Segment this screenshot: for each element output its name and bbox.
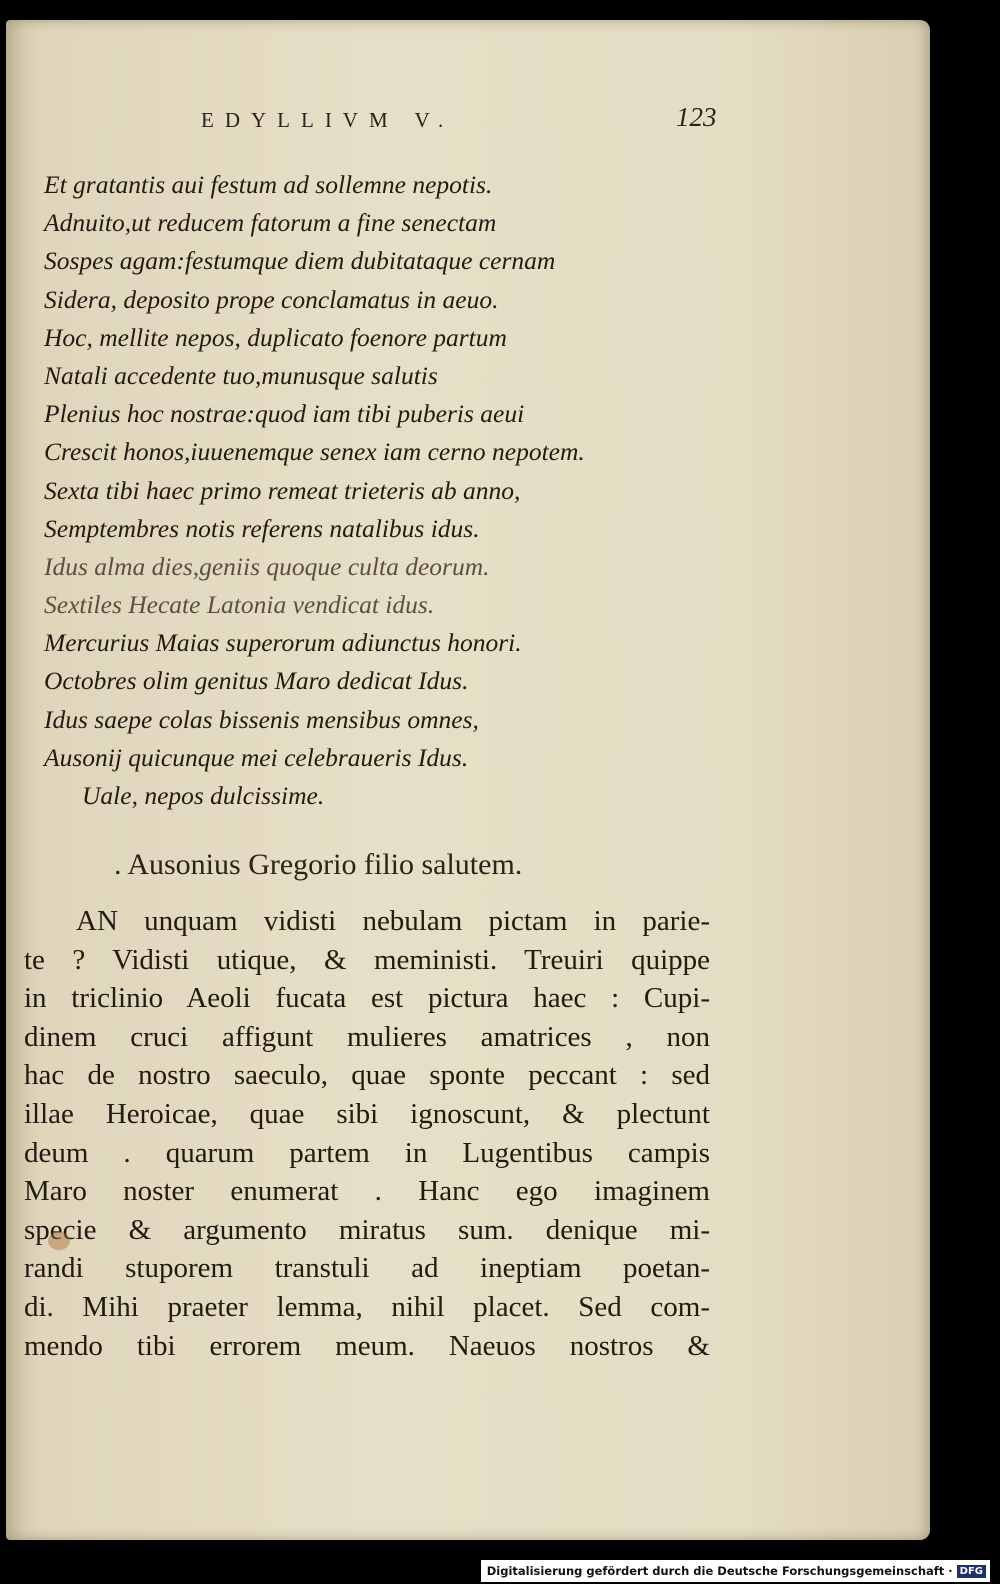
prose-line: Maro noster enumerat . Hanc ego imaginem [24,1175,710,1208]
funding-credit: Digitalisierung gefördert durch die Deutsche Forschungsgemeinschaft · [486,1564,953,1578]
verse-line: Ausonij quicunque mei celebraueris Idus. [44,742,469,772]
verse-line: Octobres olim genitus Maro dedicat Idus. [44,666,469,696]
verse-line: Hoc, mellite nepos, duplicato foenore partum [44,322,507,352]
prose-line: hac de nostro saeculo, quae sponte peccant : sed [24,1059,710,1092]
verse-line: Plenius hoc nostrae:quod iam tibi puberis aeui [44,399,525,429]
verse-line: Sidera, deposito prope conclamatus in aeuo. [44,284,499,314]
verse-closing-line: Uale, nepos dulcissime. [82,781,325,810]
prose-block [24,902,710,1365]
prose-line: randi stuporem transtuli ad ineptiam poetan- [24,1252,710,1285]
letter-heading: . Ausonius Gregorio filio salutem. [114,848,523,881]
prose-line: AN unquam vidisti nebulam pictam in parie- [76,905,710,937]
page-number: 123 [676,102,717,132]
verse-line: Sospes agam:festumque diem dubitataque cernam [44,246,556,276]
verse-line: Sexta tibi haec primo remeat trieteris ab anno, [44,475,521,505]
prose-line: mendo tibi errorem meum. Naeuos nostros & [24,1329,710,1362]
digitization-footer [481,1560,990,1582]
prose-line: illae Heroicae, quae sibi ignoscunt, & plectunt [24,1097,710,1130]
verse-line: Mercurius Maias superorum adiunctus honori. [44,628,522,658]
paper-stain [48,1232,70,1250]
verse-line: Crescit honos,iuuenemque senex iam cerno nepotem. [44,437,585,467]
verse-line: Sextiles Hecate Latonia vendicat idus. [44,590,435,620]
book-page [6,20,930,1540]
prose-line: in triclinio Aeoli fucata est pictura haec : Cupi- [24,982,710,1015]
verse-line: Semptembres notis referens natalibus idus. [44,513,480,543]
verse-line: Idus alma dies,geniis quoque culta deorum. [44,551,490,581]
running-head [6,102,930,142]
verse-line: Natali accedente tuo,munusque salutis [44,360,438,390]
prose-line: te ? Vidisti utique, & meministi. Treuiri quippe [24,943,710,976]
verse-line: Et gratantis aui festum ad sollemne nepotis. [44,170,493,199]
running-title: EDYLLIVM V. [201,108,455,132]
dfg-logo-icon: DFG [957,1565,986,1578]
verse-line: Adnuito,ut reducem fatorum a fine senectam [44,208,497,238]
verse-line: Idus saepe colas bissenis mensibus omnes, [44,704,479,734]
prose-line: deum . quarum partem in Lugentibus campis [24,1136,710,1169]
prose-line: specie & argumento miratus sum. denique mi- [24,1213,710,1246]
prose-line: di. Mihi praeter lemma, nihil placet. Sed com- [24,1290,710,1323]
prose-line: dinem cruci affigunt mulieres amatrices , non [24,1020,710,1053]
verse-block [44,166,724,815]
